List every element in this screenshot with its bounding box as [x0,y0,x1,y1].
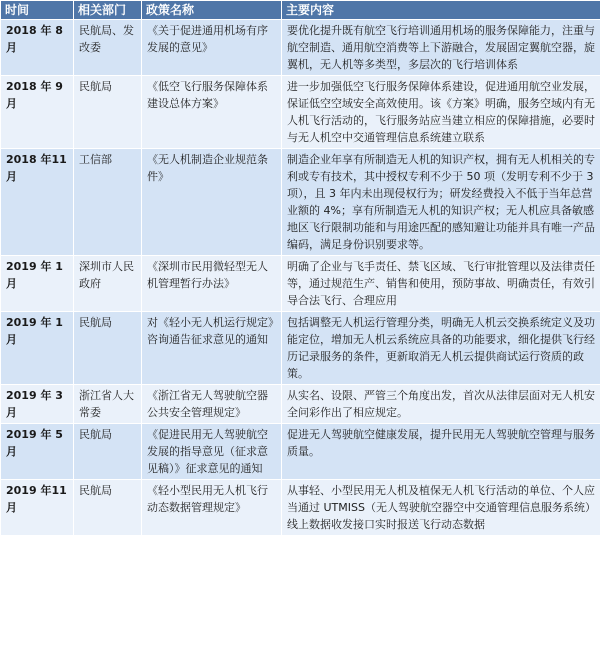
cell-time: 2019 年11 月 [1,480,74,536]
table-row [1,20,600,76]
cell-time: 2019 年 5 月 [1,424,74,480]
header-policy: 政策名称 [142,1,282,20]
table-header-row [1,1,600,20]
cell-dept: 民航局 [74,312,142,385]
header-time: 时间 [1,1,74,20]
cell-content: 包括调整无人机运行管理分类，明确无人机云交换系统定义及功能定位，增加无人机云系统应具备的功能要求，细化提供飞行经历记录服务的条件，更新取消无人机云提供商试运行资质的政策。 [282,312,600,385]
cell-content: 要优化提升既有航空飞行培训通用机场的服务保障能力，注重与航空制造、通用航空消费等上下游融合，发展固定翼航空器，旋翼机，无人机等多类型，多层次的飞行培训体系 [282,20,600,76]
cell-dept: 民航局、发改委 [74,20,142,76]
cell-content: 明确了企业与飞手责任、禁飞区域、飞行审批管理以及法律责任等，通过规范生产、销售和使用，预防事故、明确责任，有效引导合法飞行、合理应用 [282,256,600,312]
cell-policy: 《低空飞行服务保障体系建设总体方案》 [142,76,282,149]
cell-dept: 浙江省人大常委 [74,385,142,424]
cell-time: 2018 年11 月 [1,149,74,256]
table-row [1,149,600,256]
cell-policy: 《深圳市民用微轻型无人机管理暂行办法》 [142,256,282,312]
table-row [1,76,600,149]
header-dept: 相关部门 [74,1,142,20]
cell-dept: 深圳市人民政府 [74,256,142,312]
cell-dept: 工信部 [74,149,142,256]
cell-time: 2019 年 3 月 [1,385,74,424]
table-row [1,312,600,385]
cell-time: 2018 年 8 月 [1,20,74,76]
table-row [1,256,600,312]
cell-time: 2018 年 9 月 [1,76,74,149]
cell-policy: 《轻小型民用无人机飞行动态数据管理规定》 [142,480,282,536]
cell-policy: 《浙江省无人驾驶航空器公共安全管理规定》 [142,385,282,424]
cell-dept: 民航局 [74,480,142,536]
cell-content: 从实名、设限、严管三个角度出发，首次从法律层面对无人机安全问彩作出了相应规定。 [282,385,600,424]
header-content: 主要内容 [282,1,600,20]
cell-time: 2019 年 1 月 [1,256,74,312]
cell-time: 2019 年 1 月 [1,312,74,385]
table-row [1,385,600,424]
table-row [1,424,600,480]
cell-content: 从事轻、小型民用无人机及植保无人机飞行活动的单位、个人应当通过 UTMISS（无人驾驶航空器空中交通管理信息服务系统）线上数据收发接口实时报送飞行动态数据 [282,480,600,536]
cell-content: 制造企业年享有所制造无人机的知识产权，拥有无人机相关的专利或专有技术，其中授权专利不少于 50 项（发明专利不少于 3 项），且 3 年内未出现侵权行为；研发经费投入不低于当年总营业额的 4%；享有所制造无人机的知识产权；无人机应具备敏感地区飞行限制功能和与用途匹配的感知避让功能并具有唯一产品编码，满足身份识别要求等。 [282,149,600,256]
cell-content: 促进无人驾驶航空健康发展，提升民用无人驾驶航空管理与服务质量。 [282,424,600,480]
cell-policy: 《无人机制造企业规范条件》 [142,149,282,256]
cell-policy: 《关于促进通用机场有序发展的意见》 [142,20,282,76]
cell-policy: 对《轻小无人机运行规定》咨询通告征求意见的通知 [142,312,282,385]
table-row [1,480,600,536]
cell-dept: 民航局 [74,424,142,480]
cell-dept: 民航局 [74,76,142,149]
cell-policy: 《促进民用无人驾驶航空发展的指导意见（征求意见稿）》征求意见的通知 [142,424,282,480]
cell-content: 进一步加强低空飞行服务保障体系建设，促进通用航空业发展，保证低空空域安全高效使用。该《方案》明确，服务空域内有无人机飞行活动的，飞行服务站应当建立相应的保障措施，必要时与无人机空中交通管理信息系统建立联系 [282,76,600,149]
